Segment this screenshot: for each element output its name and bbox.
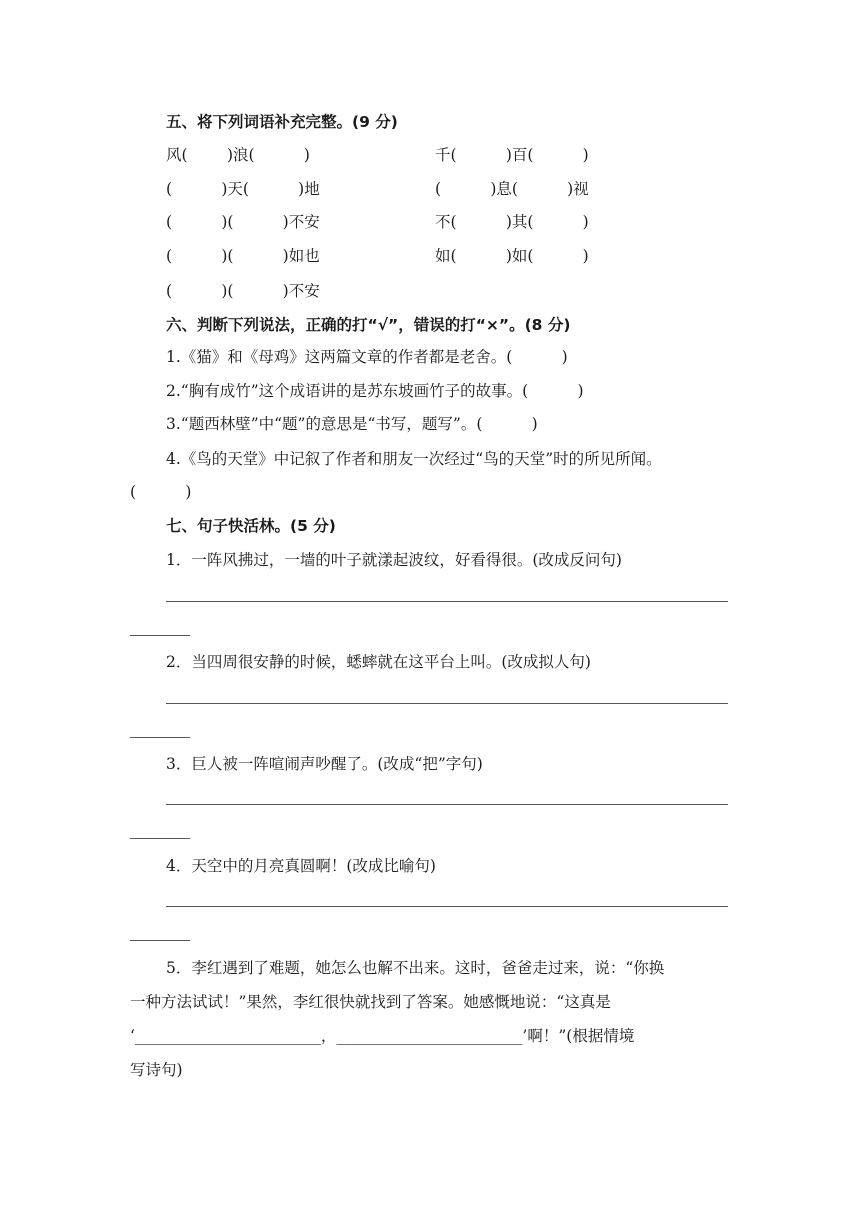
s7-item1-answer-line-cont[interactable]	[130, 635, 190, 636]
s5-row4-right: 如( )如( )	[435, 247, 589, 265]
s7-item1: 1．一阵风拂过，一墙的叶子就漾起波纹，好看得很。(改成反问句)	[166, 551, 622, 569]
s5-row2-right: ( )息( )视	[435, 180, 589, 198]
s6-item1: 1.《猫》和《母鸡》这两篇文章的作者都是老舍。( )	[166, 348, 568, 366]
s7-item4: 4．天空中的月亮真圆啊！(改成比喻句)	[166, 857, 436, 875]
s5-row1-right: 千( )百( )	[435, 146, 589, 164]
s7-item2: 2．当四周很安静的时候，蟋蟀就在这平台上叫。(改成拟人句)	[166, 653, 591, 671]
section6-heading: 六、判断下列说法，正确的打“√”，错误的打“×”。(8 分)	[166, 316, 571, 334]
s7-item3-answer-line[interactable]	[166, 804, 728, 805]
s7-item1-answer-line[interactable]	[166, 601, 728, 602]
s5-row1-left: 风( )浪( )	[166, 146, 310, 164]
s7-item5-line2: 一种方法试试！”果然，李红很快就找到了答案。她感慨地说：“这真是	[130, 993, 611, 1011]
section5-heading: 五、将下列词语补充完整。(9 分)	[166, 113, 398, 131]
s6-item4: 4.《鸟的天堂》中记叙了作者和朋友一次经过“鸟的天堂”时的所见所闻。	[166, 450, 662, 468]
s6-item2: 2.“胸有成竹”这个成语讲的是苏东坡画竹子的故事。( )	[166, 382, 584, 400]
s7-item3: 3．巨人被一阵喧闹声吵醒了。(改成“把”字句)	[166, 755, 483, 773]
s5-row3-left: ( )( )不安	[166, 213, 320, 231]
s5-row5-left: ( )( )不安	[166, 282, 320, 300]
s7-item4-answer-line-cont[interactable]	[130, 940, 190, 941]
s6-item3: 3.“题西林壁”中“题”的意思是“书写，题写”。( )	[166, 415, 538, 433]
s7-item5-line3[interactable]: ‘________________________，________________________’啊！”(根据情境	[130, 1027, 635, 1045]
section7-heading: 七、句子快活林。(5 分)	[166, 517, 336, 535]
s5-row3-right: 不( )其( )	[435, 213, 589, 231]
s7-item3-answer-line-cont[interactable]	[130, 838, 190, 839]
s7-item4-answer-line[interactable]	[166, 906, 728, 907]
s6-item4-answer: ( )	[130, 483, 192, 501]
s7-item5-line4: 写诗句)	[130, 1061, 183, 1079]
s5-row2-left: ( )天( )地	[166, 180, 320, 198]
s5-row4-left: ( )( )如也	[166, 247, 320, 265]
s7-item2-answer-line-cont[interactable]	[130, 737, 190, 738]
s7-item5-line1: 5．李红遇到了难题，她怎么也解不出来。这时，爸爸走过来，说：“你换	[166, 959, 665, 977]
s7-item2-answer-line[interactable]	[166, 703, 728, 704]
